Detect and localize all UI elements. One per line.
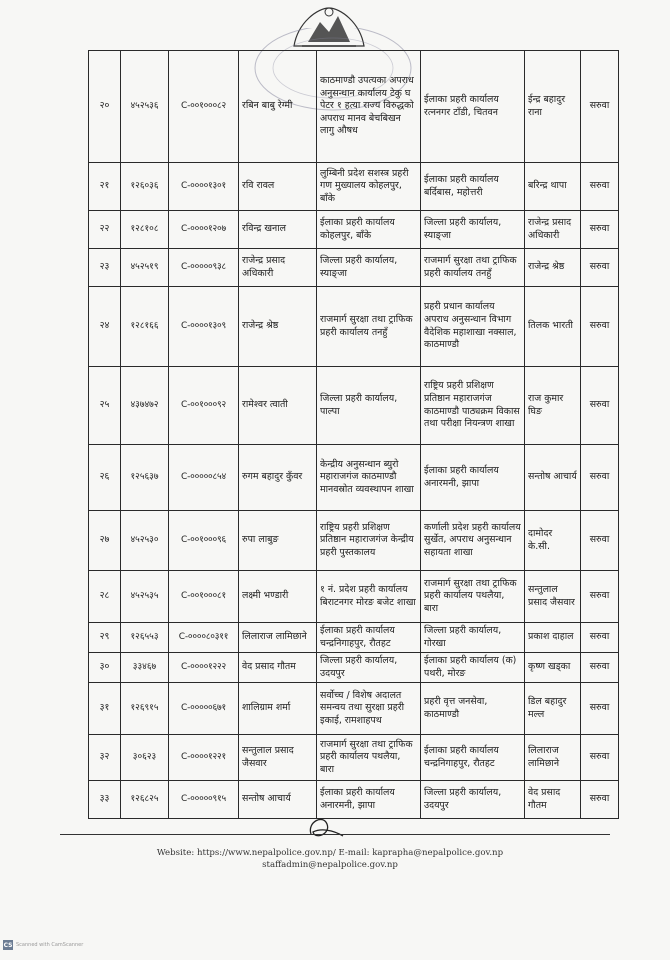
to-office-cell: ईलाका प्रहरी कार्यालय चन्द्रनिगाहपुर, रौतहट xyxy=(421,735,525,781)
to-office-cell: जिल्ला प्रहरी कार्यालय, उदयपुर xyxy=(421,781,525,819)
name-cell: लक्ष्मी भण्डारी xyxy=(239,571,317,623)
remark-cell: सरुवा xyxy=(581,735,619,781)
from-office-cell: ईलाका प्रहरी कार्यालय कोहलपुर, बाँके xyxy=(317,211,421,249)
name-cell: रुपा लाबुङ xyxy=(239,511,317,571)
serial-cell: २४ xyxy=(89,287,121,367)
number-cell: १२६०३६ xyxy=(121,163,169,211)
number-cell: ४५२५३० xyxy=(121,511,169,571)
substitute-cell: ईन्द्र बहादुर राना xyxy=(525,51,581,163)
code-cell: C-००१०००८२ xyxy=(169,51,239,163)
table-row xyxy=(89,445,619,511)
remark-cell: सरुवा xyxy=(581,287,619,367)
remark-cell: सरुवा xyxy=(581,511,619,571)
number-cell: १२५६३७ xyxy=(121,445,169,511)
table-row xyxy=(89,653,619,683)
signature-icon xyxy=(303,812,351,842)
table-row xyxy=(89,51,619,163)
table-row xyxy=(89,249,619,287)
transfer-table xyxy=(88,50,619,819)
code-cell: C-००००१३०९ xyxy=(169,287,239,367)
to-office-cell: जिल्ला प्रहरी कार्यालय, स्याङ्जा xyxy=(421,211,525,249)
number-cell: १२६८२५ xyxy=(121,781,169,819)
name-cell: रामेश्वर त्वाती xyxy=(239,367,317,445)
remark-cell: सरुवा xyxy=(581,653,619,683)
serial-cell: ३२ xyxy=(89,735,121,781)
number-cell: १२८१६६ xyxy=(121,287,169,367)
substitute-cell: वेद प्रसाद गौतम xyxy=(525,781,581,819)
name-cell: वेद प्रसाद गौतम xyxy=(239,653,317,683)
substitute-cell: कृष्ण खड्का xyxy=(525,653,581,683)
name-cell: लिलाराज लामिछाने xyxy=(239,623,317,653)
serial-cell: २८ xyxy=(89,571,121,623)
code-cell: C-०००००६७१ xyxy=(169,683,239,735)
remark-cell: सरुवा xyxy=(581,249,619,287)
substitute-cell: राज कुमार घिङ xyxy=(525,367,581,445)
serial-cell: २५ xyxy=(89,367,121,445)
remark-cell: सरुवा xyxy=(581,51,619,163)
substitute-cell: बरिन्द्र थापा xyxy=(525,163,581,211)
to-office-cell: राष्ट्रिय प्रहरी प्रशिक्षण प्रतिष्ठान महाराजगंज काठमाण्डौ पाठ्यक्रम विकास तथा परीक्षा नियन्त्रण शाखा xyxy=(421,367,525,445)
number-cell: १२६५५३ xyxy=(121,623,169,653)
scanner-label: Scanned with CamScanner xyxy=(16,942,84,948)
substitute-cell: डिल बहादुर मल्ल xyxy=(525,683,581,735)
substitute-cell: दामोदर के.सी. xyxy=(525,511,581,571)
substitute-cell: प्रकाश दाहाल xyxy=(525,623,581,653)
serial-cell: ३१ xyxy=(89,683,121,735)
number-cell: ४५२५३५ xyxy=(121,571,169,623)
substitute-cell: राजेन्द्र श्रेष्ठ xyxy=(525,249,581,287)
table-row xyxy=(89,781,619,819)
number-cell: ४५२५१९ xyxy=(121,249,169,287)
substitute-cell: सन्तुलाल प्रसाद जैसवार xyxy=(525,571,581,623)
number-cell: ४३७४७२ xyxy=(121,367,169,445)
number-cell: ३०६२३ xyxy=(121,735,169,781)
from-office-cell: जिल्ला प्रहरी कार्यालय, स्याङ्जा xyxy=(317,249,421,287)
remark-cell: सरुवा xyxy=(581,571,619,623)
number-cell: ४५२५३६ xyxy=(121,51,169,163)
number-cell: १२६९१५ xyxy=(121,683,169,735)
footer-contact: Website: https://www.nepalpolice.gov.np/ E-mail: kaprapha@nepalpolice.gov.np xyxy=(156,848,504,858)
to-office-cell: कर्णाली प्रदेश प्रहरी कार्यालय सुर्खेत, अपराध अनुसन्धान सहायता शाखा xyxy=(421,511,525,571)
serial-cell: २६ xyxy=(89,445,121,511)
table-row xyxy=(89,367,619,445)
name-cell: सन्तोष आचार्य xyxy=(239,781,317,819)
serial-cell: ३० xyxy=(89,653,121,683)
to-office-cell: ईलाका प्रहरी कार्यालय अनारमनी, झापा xyxy=(421,445,525,511)
to-office-cell: जिल्ला प्रहरी कार्यालय, गोरखा xyxy=(421,623,525,653)
from-office-cell: जिल्ला प्रहरी कार्यालय, उदयपुर xyxy=(317,653,421,683)
from-office-cell: ईलाका प्रहरी कार्यालय चन्द्रनिगाहपुर, रौतहट xyxy=(317,623,421,653)
to-office-cell: प्रहरी वृत्त जनसेवा, काठमाण्डौ xyxy=(421,683,525,735)
code-cell: C-०००००९१५ xyxy=(169,781,239,819)
serial-cell: ३३ xyxy=(89,781,121,819)
name-cell: रबिन बाबु रेग्मी xyxy=(239,51,317,163)
serial-cell: २१ xyxy=(89,163,121,211)
substitute-cell: सन्तोष आचार्य xyxy=(525,445,581,511)
serial-cell: २७ xyxy=(89,511,121,571)
to-office-cell: ईलाका प्रहरी कार्यालय बर्दिबास, महोत्तरी xyxy=(421,163,525,211)
remark-cell: सरुवा xyxy=(581,367,619,445)
number-cell: १२८१०८ xyxy=(121,211,169,249)
table-row xyxy=(89,211,619,249)
remark-cell: सरुवा xyxy=(581,163,619,211)
number-cell: ३३४६७ xyxy=(121,653,169,683)
name-cell: रविन्द्र खनाल xyxy=(239,211,317,249)
signature-line xyxy=(60,834,610,835)
table-row xyxy=(89,683,619,735)
substitute-cell: लिलाराज लामिछाने xyxy=(525,735,581,781)
from-office-cell: राष्ट्रिय प्रहरी प्रशिक्षण प्रतिष्ठान महाराजगंज केन्द्रीय प्रहरी पुस्तकालय xyxy=(317,511,421,571)
from-office-cell: ईलाका प्रहरी कार्यालय अनारमनी, झापा xyxy=(317,781,421,819)
to-office-cell: ईलाका प्रहरी कार्यालय रत्ननगर टाँडी, चितवन xyxy=(421,51,525,163)
from-office-cell: लुम्बिनी प्रदेश सशस्त्र प्रहरी गण मुख्यालय कोहलपुर, बाँके xyxy=(317,163,421,211)
to-office-cell: ईलाका प्रहरी कार्यालय (क) पथरी, मोरङ xyxy=(421,653,525,683)
name-cell: शालिग्राम शर्मा xyxy=(239,683,317,735)
camscanner-icon: CS xyxy=(3,941,13,949)
code-cell: C-००००१३०१ xyxy=(169,163,239,211)
code-cell: C-००००१२२२ xyxy=(169,653,239,683)
remark-cell: सरुवा xyxy=(581,683,619,735)
substitute-cell: तिलक भारती xyxy=(525,287,581,367)
from-office-cell: केन्द्रीय अनुसन्धान ब्युरो महाराजगंज काठमाण्डौ मानवस्रोत व्यवस्थापन शाखा xyxy=(317,445,421,511)
serial-cell: २० xyxy=(89,51,121,163)
name-cell: रवि रावल xyxy=(239,163,317,211)
serial-cell: २३ xyxy=(89,249,121,287)
code-cell: C-००००१२२१ xyxy=(169,735,239,781)
from-office-cell: राजमार्ग सुरक्षा तथा ट्राफिक प्रहरी कार्यालय तनहुँ xyxy=(317,287,421,367)
code-cell: C-००१०००९२ xyxy=(169,367,239,445)
name-cell: राजेन्द्र प्रसाद अधिकारी xyxy=(239,249,317,287)
code-cell: C-००१०००८१ xyxy=(169,571,239,623)
from-office-cell: राजमार्ग सुरक्षा तथा ट्राफिक प्रहरी कार्यालय पथलैया, बारा xyxy=(317,735,421,781)
table-row xyxy=(89,735,619,781)
to-office-cell: राजमार्ग सुरक्षा तथा ट्राफिक प्रहरी कार्यालय तनहुँ xyxy=(421,249,525,287)
code-cell: C-००१०००९६ xyxy=(169,511,239,571)
from-office-cell: १ नं. प्रदेश प्रहरी कार्यालय बिराटनगर मोरङ बजेट शाखा xyxy=(317,571,421,623)
to-office-cell: प्रहरी प्रधान कार्यालय अपराध अनुसन्धान विभाग वैदेशिक महाशाखा नक्साल, काठमाण्डौ xyxy=(421,287,525,367)
table-body xyxy=(89,51,619,819)
from-office-cell: काठमाण्डौ उपत्यका अपराध अनुसन्धान कार्यालय टेकु घ पेटर १ हत्या राज्य विरुद्धको अपराध मानव बेचबिखन लागु औषध xyxy=(317,51,421,163)
scanner-watermark xyxy=(3,940,83,950)
remark-cell: सरुवा xyxy=(581,445,619,511)
remark-cell: सरुवा xyxy=(581,781,619,819)
code-cell: C-००००८०३११ xyxy=(169,623,239,653)
table-row xyxy=(89,287,619,367)
code-cell: C-०००००८५४ xyxy=(169,445,239,511)
substitute-cell: राजेन्द्र प्रसाद अधिकारी xyxy=(525,211,581,249)
table-row xyxy=(89,163,619,211)
serial-cell: २२ xyxy=(89,211,121,249)
code-cell: C-००००१२०७ xyxy=(169,211,239,249)
table-row xyxy=(89,623,619,653)
name-cell: रुगम बहादुर कुँवर xyxy=(239,445,317,511)
serial-cell: २९ xyxy=(89,623,121,653)
footer-email: staffadmin@nepalpolice.gov.np xyxy=(262,860,398,870)
name-cell: राजेन्द्र श्रेष्ठ xyxy=(239,287,317,367)
name-cell: सन्तुलाल प्रसाद जैसवार xyxy=(239,735,317,781)
to-office-cell: राजमार्ग सुरक्षा तथा ट्राफिक प्रहरी कार्यालय पथलैया, बारा xyxy=(421,571,525,623)
from-office-cell: सर्वोच्च / विशेष अदालत समन्वय तथा सुरक्षा प्रहरी इकाई, रामशाहपथ xyxy=(317,683,421,735)
code-cell: C-०००००९३८ xyxy=(169,249,239,287)
table-row xyxy=(89,571,619,623)
footer xyxy=(110,847,550,871)
from-office-cell: जिल्ला प्रहरी कार्यालय, पाल्पा xyxy=(317,367,421,445)
table-row xyxy=(89,511,619,571)
remark-cell: सरुवा xyxy=(581,211,619,249)
remark-cell: सरुवा xyxy=(581,623,619,653)
